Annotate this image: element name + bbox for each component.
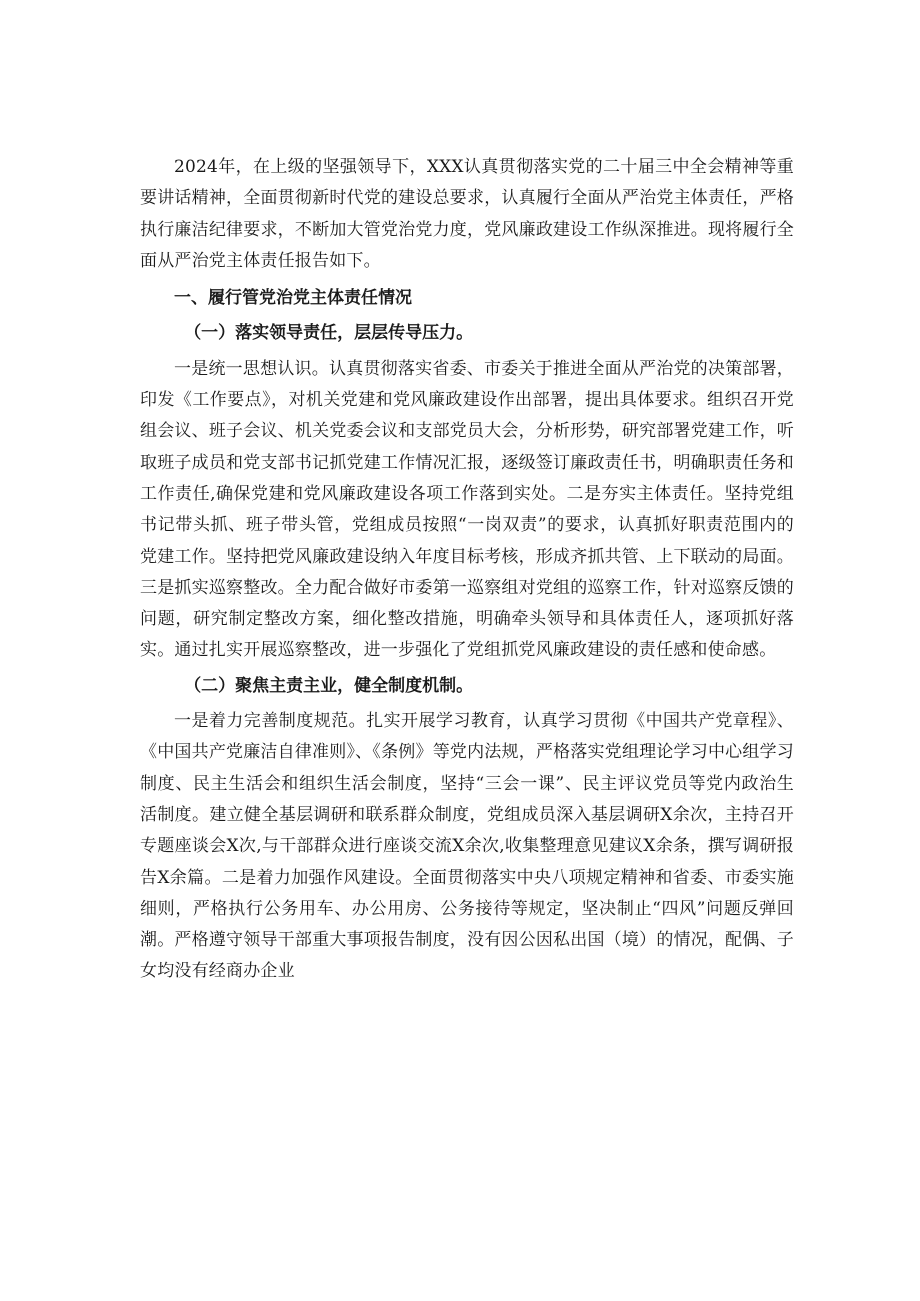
- subsection-heading-2: （二）聚焦主责主业，健全制度机制。: [184, 675, 474, 696]
- subsection-heading-1: （一）落实领导责任，层层传导压力。: [184, 323, 474, 344]
- intro-paragraph: 2024年，在上级的坚强领导下，XXX认真贯彻落实党的二十届三中全会精神等重要讲话精神，全面贯彻新时代党的建设总要求，认真履行全面从严治党主体责任，严格执行廉洁纪律要求，不断加大管党治党力度，党风廉政建设工作纵深推进。现将履行全面从严治党主体责任报告如下。: [140, 157, 794, 271]
- subsection-1-paragraph: 一是统一思想认识。认真贯彻落实省委、市委关于推进全面从严治党的决策部署，印发《工作要点》，对机关党建和党风廉政建设作出部署，提出具体要求。组织召开党组会议、班子会议、机关党委会议和支部党员大会，分析形势，研究部署党建工作，听取班子成员和党支部书记抓党建工作情况汇报，逐级签订廉政责任书，明确职责任务和工作责任,确保党建和党风廉政建设各项工作落到实处。二是夯实主体责任。坚持党组书记带头抓、班子带头管，党组成员按照“一岗双责”的要求，认真抓好职责范围内的党建工作。坚持把党风廉政建设纳入年度目标考核，形成齐抓共管、上下联动的局面。三是抓实巡察整改。全力配合做好市委第一巡察组对党组的巡察工作，针对巡察反馈的问题，研究制定整改方案，细化整改措施，明确牵头领导和具体责任人，逐项抓好落实。通过扎实开展巡察整改，进一步强化了党组抓党风廉政建设的责任感和使命感。: [140, 358, 794, 661]
- section-heading-1: 一、履行管党治党主体责任情况: [174, 288, 412, 309]
- subsection-2-paragraph: 一是着力完善制度规范。扎实开展学习教育，认真学习贯彻《中国共产党章程》、《中国共产党廉洁自律准则》、《条例》等党内法规，严格落实党组理论学习中心组学习制度、民主生活会和组织生活会制度，坚持“三会一课”、民主评议党员等党内政治生活制度。建立健全基层调研和联系群众制度，党组成员深入基层调研X余次，主持召开专题座谈会X次,与干部群众进行座谈交流X余次,收集整理意见建议X余条，撰写调研报告X余篇。二是着力加强作风建设。全面贯彻落实中央八项规定精神和省委、市委实施细则，严格执行公务用车、办公用房、公务接待等规定，坚决制止“四风”问题反弹回潮。严格遵守领导干部重大事项报告制度，没有因公因私出国（境）的情况，配偶、子女均没有经商办企业: [140, 711, 794, 982]
- document-body: [140, 152, 794, 988]
